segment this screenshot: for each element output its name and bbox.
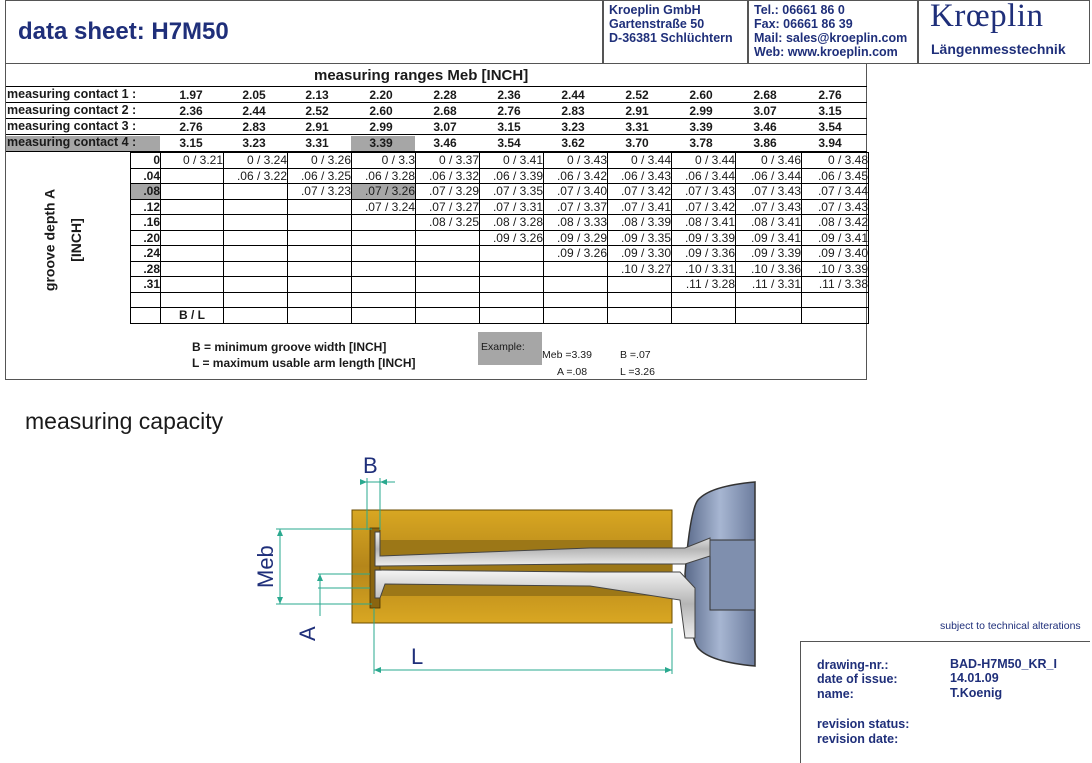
company-logo: Krœplin [930, 0, 1044, 34]
contact-2-value: 2.83 [561, 104, 585, 118]
groove-cell [288, 199, 352, 215]
groove-table [130, 152, 869, 324]
groove-row [131, 168, 869, 184]
groove-cell: .07 / 3.23 [288, 184, 352, 200]
groove-cell [544, 261, 608, 277]
contact-1-value: 2.20 [369, 88, 393, 102]
dim-label-a: A [295, 626, 320, 641]
groove-cell [736, 292, 802, 308]
groove-cell: .06 / 3.44 [736, 168, 802, 184]
contact-3-value: 3.39 [689, 120, 713, 134]
groove-row [131, 246, 869, 262]
groove-cell: .06 / 3.44 [672, 168, 736, 184]
groove-footer-cell [802, 308, 869, 324]
groove-depth-value [131, 292, 161, 308]
company-address [609, 3, 733, 45]
groove-row [131, 215, 869, 231]
drawing-nr-label: drawing-nr.: [817, 658, 889, 672]
contact-2-value: 3.07 [753, 104, 777, 118]
groove-cell [224, 246, 288, 262]
groove-cell: 0 / 3.44 [608, 153, 672, 169]
groove-cell: .08 / 3.28 [480, 215, 544, 231]
contact-1-value: 2.05 [242, 88, 266, 102]
groove-cell: .09 / 3.30 [608, 246, 672, 262]
groove-cell: 0 / 3.26 [288, 153, 352, 169]
groove-cell: .08 / 3.25 [416, 215, 480, 231]
contact-web[interactable]: Web: www.kroeplin.com [754, 45, 898, 59]
groove-row [131, 153, 869, 169]
groove-cell: .09 / 3.35 [608, 230, 672, 246]
bl-label: B / L [161, 308, 224, 324]
contact-2-value: 2.99 [689, 104, 713, 118]
groove-cell: 0 / 3.3 [352, 153, 416, 169]
example-b: B =.07 [620, 349, 651, 361]
dim-label-meb: Meb [253, 545, 278, 588]
groove-cell: 0 / 3.48 [802, 153, 869, 169]
contact-3-value: 3.15 [497, 120, 521, 134]
groove-cell [544, 292, 608, 308]
groove-depth-value: .12 [131, 199, 161, 215]
contact-3-value: 3.07 [433, 120, 457, 134]
groove-depth-value: .31 [131, 277, 161, 293]
groove-cell [672, 292, 736, 308]
groove-depth-value: .16 [131, 215, 161, 231]
groove-cell [352, 261, 416, 277]
contact-4-value: 3.94 [818, 136, 842, 150]
groove-cell [288, 215, 352, 231]
groove-cell: .06 / 3.28 [352, 168, 416, 184]
groove-cell [608, 292, 672, 308]
groove-cell: .08 / 3.41 [736, 215, 802, 231]
contact-4-value: 3.62 [561, 136, 585, 150]
groove-cell [544, 277, 608, 293]
contact-2-value: 3.15 [818, 104, 842, 118]
groove-footer-cell [544, 308, 608, 324]
groove-cell: .07 / 3.27 [416, 199, 480, 215]
groove-cell: .07 / 3.31 [480, 199, 544, 215]
groove-cell [416, 246, 480, 262]
groove-cell: .09 / 3.36 [672, 246, 736, 262]
groove-cell [416, 292, 480, 308]
contact-2-value: 2.60 [369, 104, 393, 118]
contact-4-value: 3.78 [689, 136, 713, 150]
company-logo-subtitle: Längenmesstechnik [931, 41, 1066, 57]
groove-cell: .07 / 3.43 [802, 199, 869, 215]
groove-cell: .09 / 3.26 [544, 246, 608, 262]
ranges-title: measuring ranges Meb [INCH] [314, 67, 529, 84]
groove-cell: .09 / 3.39 [736, 246, 802, 262]
contact-mail[interactable]: Mail: sales@kroeplin.com [754, 31, 908, 45]
groove-depth-value: .28 [131, 261, 161, 277]
groove-cell [161, 199, 224, 215]
groove-depth-value: .08 [131, 184, 161, 200]
example-label: Example: [481, 341, 525, 353]
groove-cell [416, 261, 480, 277]
contact-1-value: 1.97 [179, 88, 203, 102]
contact-1-value: 2.44 [561, 88, 585, 102]
groove-cell: .09 / 3.40 [802, 246, 869, 262]
contact-2-value: 2.52 [305, 104, 329, 118]
contact-1-value: 2.13 [305, 88, 329, 102]
groove-row [131, 184, 869, 200]
groove-cell [288, 277, 352, 293]
contact-2-value: 2.68 [433, 104, 457, 118]
groove-cell: 0 / 3.37 [416, 153, 480, 169]
groove-cell: .10 / 3.27 [608, 261, 672, 277]
groove-cell [352, 246, 416, 262]
groove-footer-cell [224, 308, 288, 324]
groove-cell: .07 / 3.24 [352, 199, 416, 215]
legend-l: L = maximum usable arm length [INCH] [192, 356, 416, 370]
groove-cell [480, 292, 544, 308]
contact-3-value: 2.76 [179, 120, 203, 134]
groove-cell [802, 292, 869, 308]
contact-1-value: 2.76 [818, 88, 842, 102]
groove-cell: .07 / 3.40 [544, 184, 608, 200]
groove-cell [161, 230, 224, 246]
groove-cell: .07 / 3.42 [608, 184, 672, 200]
groove-cell [161, 292, 224, 308]
contact-1-value: 2.68 [753, 88, 777, 102]
groove-cell: .10 / 3.36 [736, 261, 802, 277]
groove-cell [480, 246, 544, 262]
groove-cell: .11 / 3.38 [802, 277, 869, 293]
example-meb: Meb =3.39 [542, 349, 592, 361]
groove-cell [161, 246, 224, 262]
groove-cell [288, 292, 352, 308]
groove-cell: .09 / 3.41 [802, 230, 869, 246]
groove-cell: .06 / 3.32 [416, 168, 480, 184]
groove-cell [288, 230, 352, 246]
contact-4-value: 3.86 [753, 136, 777, 150]
groove-cell: 0 / 3.24 [224, 153, 288, 169]
groove-cell [288, 246, 352, 262]
groove-cell: .08 / 3.41 [672, 215, 736, 231]
groove-cell: .07 / 3.43 [736, 184, 802, 200]
groove-cell: .11 / 3.28 [672, 277, 736, 293]
groove-depth-unit: [INCH] [68, 218, 84, 262]
groove-cell: .11 / 3.31 [736, 277, 802, 293]
groove-cell [416, 230, 480, 246]
groove-cell [352, 230, 416, 246]
groove-footer-blank [131, 308, 161, 324]
groove-cell [224, 230, 288, 246]
groove-cell [288, 261, 352, 277]
groove-footer-cell [352, 308, 416, 324]
contact-1-value: 2.28 [433, 88, 457, 102]
groove-depth-axis-label [42, 189, 59, 291]
contact-label-4: measuring contact 4 : [7, 135, 137, 149]
contact-2-value: 2.91 [625, 104, 649, 118]
contact-2-value: 2.76 [497, 104, 521, 118]
groove-row [131, 199, 869, 215]
name-value: T.Koenig [950, 686, 1003, 700]
dim-label-b: B [363, 453, 378, 478]
groove-cell: .07 / 3.29 [416, 184, 480, 200]
groove-depth-value: .20 [131, 230, 161, 246]
groove-cell [480, 261, 544, 277]
groove-cell: .07 / 3.26 [352, 184, 416, 200]
groove-footer-cell [288, 308, 352, 324]
groove-cell [161, 184, 224, 200]
groove-depth-value: 0 [131, 153, 161, 169]
groove-cell [224, 199, 288, 215]
groove-cell: .08 / 3.33 [544, 215, 608, 231]
groove-cell: .06 / 3.25 [288, 168, 352, 184]
groove-cell: .07 / 3.43 [736, 199, 802, 215]
groove-cell: .07 / 3.37 [544, 199, 608, 215]
capacity-diagram [240, 448, 760, 680]
groove-cell: .07 / 3.35 [480, 184, 544, 200]
groove-depth-label: groove depth A [41, 188, 58, 292]
groove-cell: .06 / 3.43 [608, 168, 672, 184]
groove-cell [224, 292, 288, 308]
rev-date-label: revision date: [817, 732, 899, 746]
groove-cell [480, 277, 544, 293]
company-city: D-36381 Schlüchtern [609, 31, 733, 45]
contact-3-value: 3.23 [561, 120, 585, 134]
groove-cell: 0 / 3.21 [161, 153, 224, 169]
groove-cell: .07 / 3.41 [608, 199, 672, 215]
date-value: 14.01.09 [950, 671, 999, 685]
groove-footer-cell [480, 308, 544, 324]
groove-row [131, 230, 869, 246]
groove-cell: 0 / 3.41 [480, 153, 544, 169]
legend-b: B = minimum groove width [INCH] [192, 340, 387, 354]
groove-cell: 0 / 3.43 [544, 153, 608, 169]
contact-4-value: 3.23 [242, 136, 266, 150]
groove-cell [161, 277, 224, 293]
contact-label-2: measuring contact 2 : [7, 103, 137, 117]
date-label: date of issue: [817, 672, 898, 686]
groove-footer-cell [736, 308, 802, 324]
groove-footer-row [131, 308, 869, 324]
technical-note: subject to technical alterations [940, 620, 1081, 632]
groove-depth-value: .04 [131, 168, 161, 184]
groove-cell [416, 277, 480, 293]
groove-cell: 0 / 3.44 [672, 153, 736, 169]
contact-2-value: 2.44 [242, 104, 266, 118]
groove-cell [224, 261, 288, 277]
groove-cell [224, 277, 288, 293]
drawing-nr-value: BAD-H7M50_KR_I [950, 657, 1057, 671]
groove-cell: .06 / 3.45 [802, 168, 869, 184]
groove-cell: .07 / 3.44 [802, 184, 869, 200]
capacity-title: measuring capacity [25, 408, 224, 434]
contact-4-value: 3.31 [305, 136, 329, 150]
contact-fax: Fax: 06661 86 39 [754, 17, 853, 31]
groove-cell: .10 / 3.39 [802, 261, 869, 277]
rev-status-label: revision status: [817, 717, 910, 731]
contact-1-value: 2.60 [689, 88, 713, 102]
groove-cell [224, 215, 288, 231]
company-name: Kroeplin GmbH [609, 3, 701, 17]
contact-4-value: 3.15 [179, 136, 203, 150]
contact-3-value: 3.54 [818, 120, 842, 134]
contact-4-value: 3.39 [369, 136, 393, 150]
page-title: data sheet: H7M50 [18, 18, 229, 45]
groove-row [131, 292, 869, 308]
contact-2-value: 2.36 [179, 104, 203, 118]
groove-cell: .06 / 3.42 [544, 168, 608, 184]
groove-cell: 0 / 3.46 [736, 153, 802, 169]
contact-3-value: 3.31 [625, 120, 649, 134]
groove-footer-cell [672, 308, 736, 324]
groove-cell: .07 / 3.43 [672, 184, 736, 200]
contact-4-value: 3.70 [625, 136, 649, 150]
groove-cell [161, 215, 224, 231]
groove-cell: .09 / 3.39 [672, 230, 736, 246]
example-l: L =3.26 [620, 366, 655, 378]
contact-3-value: 2.83 [242, 120, 266, 134]
groove-cell: .09 / 3.29 [544, 230, 608, 246]
contact-4-value: 3.46 [433, 136, 457, 150]
groove-cell: .10 / 3.31 [672, 261, 736, 277]
groove-cell [352, 292, 416, 308]
groove-cell [608, 277, 672, 293]
groove-cell [224, 184, 288, 200]
groove-cell: .08 / 3.42 [802, 215, 869, 231]
groove-row [131, 261, 869, 277]
groove-row [131, 277, 869, 293]
contact-label-1: measuring contact 1 : [7, 87, 137, 101]
groove-footer-cell [608, 308, 672, 324]
groove-footer-cell [416, 308, 480, 324]
groove-cell: .08 / 3.39 [608, 215, 672, 231]
groove-cell [352, 277, 416, 293]
groove-cell: .06 / 3.39 [480, 168, 544, 184]
contact-label-3: measuring contact 3 : [7, 119, 137, 133]
contact-3-value: 2.99 [369, 120, 393, 134]
groove-depth-value: .24 [131, 246, 161, 262]
groove-cell: .09 / 3.26 [480, 230, 544, 246]
groove-cell [161, 168, 224, 184]
groove-cell [161, 261, 224, 277]
contact-tel: Tel.: 06661 86 0 [754, 3, 845, 17]
contact-1-value: 2.36 [497, 88, 521, 102]
example-a: A =.08 [557, 366, 588, 378]
company-street: Gartenstraße 50 [609, 17, 705, 31]
groove-cell: .07 / 3.42 [672, 199, 736, 215]
groove-cell [352, 215, 416, 231]
contact-4-value: 3.54 [497, 136, 521, 150]
contact-info [754, 3, 907, 59]
contact-1-value: 2.52 [625, 88, 649, 102]
name-label: name: [817, 687, 854, 701]
contact-3-value: 3.46 [753, 120, 777, 134]
groove-cell: .09 / 3.41 [736, 230, 802, 246]
dim-label-l: L [411, 644, 424, 669]
groove-cell: .06 / 3.22 [224, 168, 288, 184]
contact-3-value: 2.91 [305, 120, 329, 134]
